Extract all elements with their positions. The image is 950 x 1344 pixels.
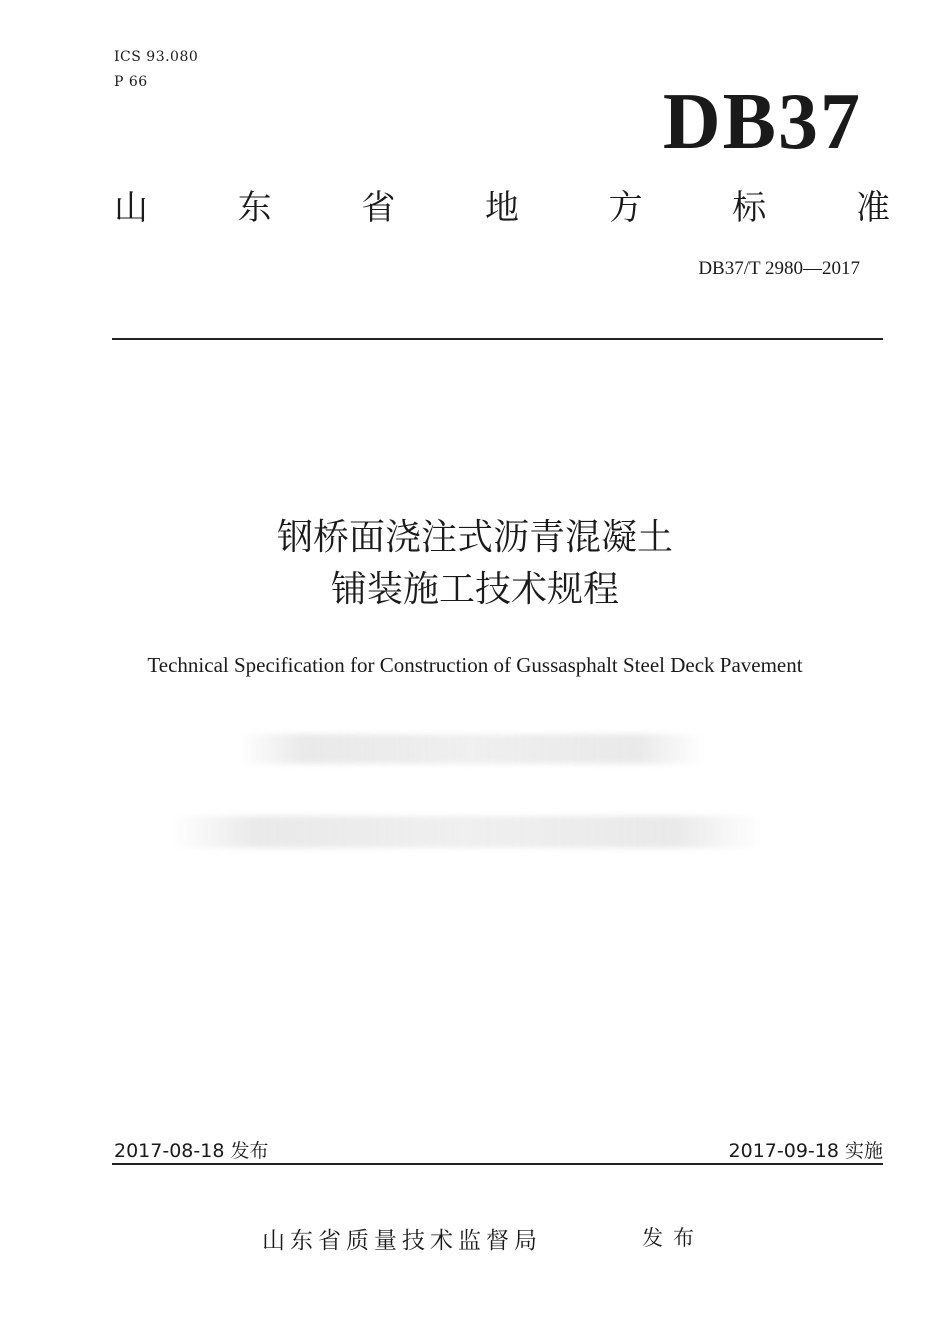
faded-watermark-band (236, 734, 706, 764)
standard-type-char: 省 (361, 188, 396, 228)
standard-type-heading (114, 186, 890, 234)
faded-watermark-band (170, 816, 762, 848)
chinese-title-line-2: 铺装施工技术规程 (330, 569, 619, 610)
standard-type-char: 东 (237, 188, 272, 228)
chinese-title-line-1: 钢桥面浇注式沥青混凝土 (276, 517, 673, 558)
standard-type-char: 标 (732, 188, 767, 228)
header-divider (112, 338, 883, 340)
ics-code: ICS 93.080 (114, 49, 199, 65)
footer-divider (112, 1163, 883, 1165)
standard-number: DB37/T 2980—2017 (698, 258, 860, 279)
db-code-logo: DB37 (662, 78, 862, 166)
standard-type-char: 地 (484, 188, 519, 228)
chinese-title (100, 512, 850, 616)
standard-type-char: 准 (855, 188, 890, 228)
ccs-code: P 66 (114, 74, 148, 90)
issuing-authority: 山东省质量技术监督局 (262, 1228, 542, 1254)
implementation-date: 2017-09-18 实施 (728, 1140, 883, 1162)
english-title: Technical Specification for Construction of Gussasphalt Steel Deck Pavement (147, 653, 803, 677)
standard-type-char: 山 (114, 188, 148, 228)
standard-type-char: 方 (608, 188, 643, 228)
issue-date: 2017-08-18 发布 (114, 1140, 269, 1162)
issue-label: 发布 (642, 1226, 704, 1250)
